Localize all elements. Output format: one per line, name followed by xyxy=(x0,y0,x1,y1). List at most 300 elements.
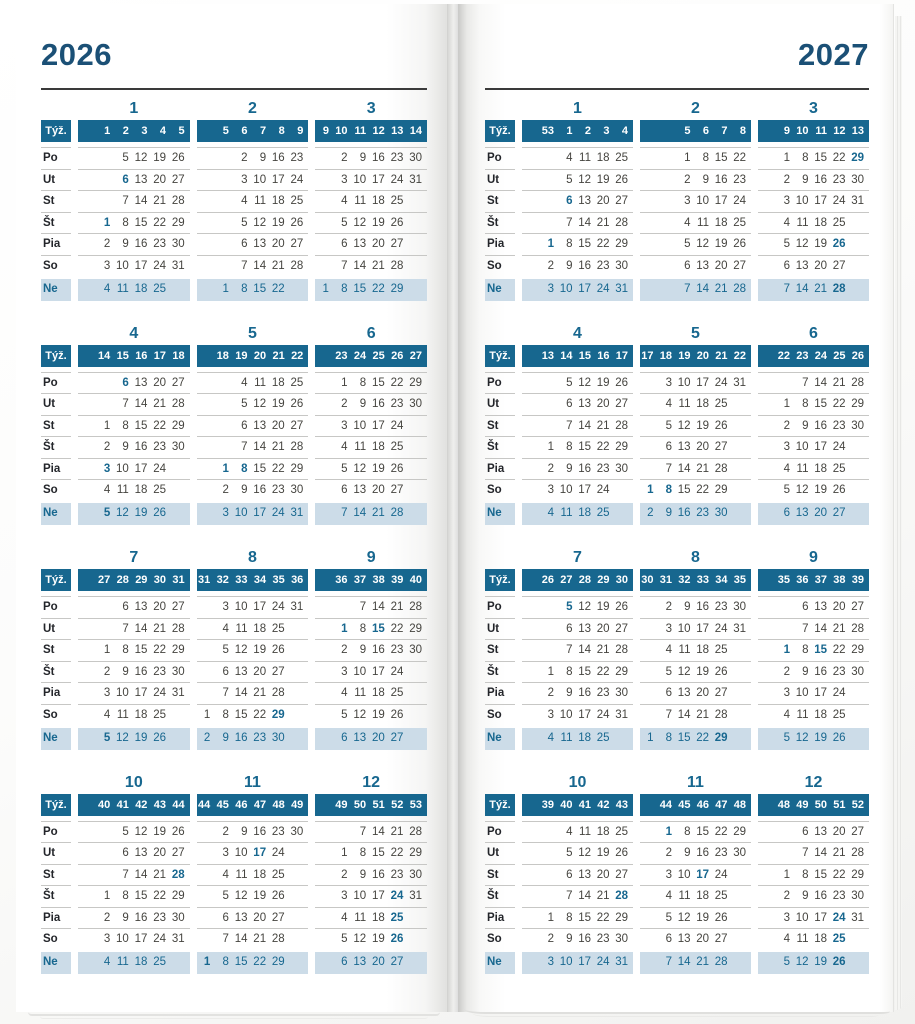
weekday-row xyxy=(197,596,309,618)
day-cell: 20 xyxy=(596,622,610,635)
day-cell: 13 xyxy=(234,665,248,678)
day-cell: 3 xyxy=(222,601,229,613)
day-cell xyxy=(733,503,752,525)
day-cell: 28 xyxy=(171,195,185,207)
week-number: 37 xyxy=(353,574,367,586)
day-cell: 21 xyxy=(596,890,610,902)
day-cell: 27 xyxy=(390,956,404,968)
weekday-row xyxy=(78,618,190,640)
day-cell: 19 xyxy=(696,911,709,924)
day-cell: 10 xyxy=(677,376,691,389)
day-cell xyxy=(315,843,334,864)
day-cell xyxy=(522,597,541,618)
week-number: 44 xyxy=(172,798,185,811)
day-cell: 29 xyxy=(733,825,746,838)
day-cell: 12 xyxy=(795,731,809,744)
day-cell: 7 xyxy=(341,507,348,519)
day-cell xyxy=(197,416,216,437)
weekday-row xyxy=(78,704,190,726)
weekday-row xyxy=(315,907,427,929)
day-cell: 20 xyxy=(153,847,167,859)
week-number: 11 xyxy=(354,125,367,137)
day-cell: 9 xyxy=(702,173,709,186)
weekday-row xyxy=(758,255,869,277)
holiday-day-cell: 1 xyxy=(665,825,672,838)
day-cell xyxy=(733,728,752,750)
holiday-day-cell: 5 xyxy=(103,507,111,519)
day-cell: 14 xyxy=(578,644,591,656)
day-cell: 13 xyxy=(578,398,591,410)
weekday-row xyxy=(197,704,309,726)
day-cell: 14 xyxy=(578,216,591,229)
day-cell: 28 xyxy=(271,687,285,699)
day-cell: 4 xyxy=(783,708,790,721)
day-cell: 13 xyxy=(814,825,827,838)
day-cell xyxy=(851,279,870,301)
day-cell: 30 xyxy=(171,441,185,453)
day-cell xyxy=(640,705,659,726)
day-cell: 22 xyxy=(696,731,709,744)
weekday-label-so: So xyxy=(485,479,515,501)
day-cell: 18 xyxy=(134,484,148,496)
day-cell xyxy=(315,886,334,907)
day-cell: 4 xyxy=(783,216,790,229)
day-cell xyxy=(777,619,796,640)
week-number: 30 xyxy=(641,574,654,586)
week-number: 27 xyxy=(409,349,422,362)
day-cell: 21 xyxy=(596,644,610,656)
weekday-row xyxy=(78,682,190,704)
week-column-label: Týž. xyxy=(41,345,71,367)
week-number: 33 xyxy=(235,574,248,586)
day-cell xyxy=(733,929,752,950)
day-cell: 21 xyxy=(832,622,846,635)
day-cell xyxy=(315,908,334,929)
weekday-row xyxy=(758,682,869,704)
day-cell: 26 xyxy=(733,238,746,250)
weekday-row xyxy=(640,821,751,843)
weekday-row xyxy=(640,928,751,950)
day-cell: 21 xyxy=(371,259,385,272)
day-cell: 16 xyxy=(134,238,148,250)
weekday-row xyxy=(758,907,869,929)
day-cell: 10 xyxy=(234,601,248,613)
week-number: 10 xyxy=(335,125,348,137)
day-cell: 28 xyxy=(851,622,864,635)
day-cell: 18 xyxy=(714,216,728,229)
day-cell: 7 xyxy=(783,282,790,295)
week-number: 25 xyxy=(833,349,846,362)
day-cell xyxy=(640,170,659,191)
day-cell xyxy=(408,480,427,501)
day-cell: 11 xyxy=(235,622,248,635)
day-cell: 8 xyxy=(802,398,809,410)
day-cell: 19 xyxy=(253,644,267,656)
day-cell xyxy=(758,459,777,480)
day-cell xyxy=(197,908,216,929)
day-cell: 13 xyxy=(677,687,691,699)
weekday-row xyxy=(758,479,869,501)
month-row xyxy=(485,774,869,975)
day-cell: 9 xyxy=(802,665,809,678)
weekday-label-column xyxy=(41,774,71,975)
week-number: 48 xyxy=(733,798,746,811)
day-cell xyxy=(315,416,334,437)
day-cell: 16 xyxy=(714,173,728,186)
day-cell xyxy=(408,191,427,212)
day-cell: 28 xyxy=(171,622,185,635)
day-cell xyxy=(408,416,427,437)
day-cell xyxy=(97,822,116,843)
day-cell xyxy=(408,459,427,480)
day-cell xyxy=(315,480,334,501)
week-number: 52 xyxy=(391,798,404,811)
day-cell: 25 xyxy=(832,216,846,229)
weekday-row xyxy=(197,479,309,501)
day-cell: 2 xyxy=(103,441,111,453)
day-cell xyxy=(78,256,97,277)
weekday-row xyxy=(197,372,309,394)
week-number xyxy=(758,120,777,142)
weekday-label-column xyxy=(41,549,71,750)
weekday-row xyxy=(758,190,869,212)
day-cell: 22 xyxy=(596,665,610,678)
day-cell xyxy=(758,683,777,704)
day-cell: 14 xyxy=(134,868,148,881)
month-2027-11 xyxy=(640,774,751,975)
day-cell: 22 xyxy=(596,911,610,924)
weekday-row xyxy=(315,821,427,843)
day-cell xyxy=(758,191,777,212)
day-cell: 10 xyxy=(795,687,809,699)
weekday-row xyxy=(197,393,309,415)
day-cell: 9 xyxy=(222,731,229,744)
day-cell xyxy=(215,148,234,169)
year-title-2026: 2026 xyxy=(41,37,112,72)
day-cell: 23 xyxy=(153,665,167,678)
week-number: 46 xyxy=(696,798,709,811)
day-cell xyxy=(408,279,427,301)
day-cell: 20 xyxy=(596,398,610,410)
week-column-label: Týž. xyxy=(485,794,515,816)
weekday-row xyxy=(78,458,190,480)
day-cell: 22 xyxy=(153,890,167,902)
day-cell: 19 xyxy=(153,152,167,164)
day-cell: 25 xyxy=(390,687,404,699)
weekday-row xyxy=(78,393,190,415)
day-cell: 10 xyxy=(795,911,809,924)
day-cell: 15 xyxy=(677,731,691,744)
month-2027-5 xyxy=(640,325,751,526)
day-cell: 4 xyxy=(103,282,111,295)
day-cell: 27 xyxy=(390,731,404,744)
day-cell xyxy=(334,822,353,843)
day-cell: 8 xyxy=(566,665,573,678)
day-cell: 19 xyxy=(271,216,285,229)
weekday-row xyxy=(758,928,869,950)
day-cell: 14 xyxy=(253,441,267,453)
day-cell xyxy=(197,929,216,950)
day-cell: 4 xyxy=(222,868,229,881)
weekday-label-st: St xyxy=(485,864,515,886)
day-cell: 28 xyxy=(290,441,304,453)
day-cell: 1 xyxy=(783,398,790,410)
day-cell: 18 xyxy=(814,708,827,721)
day-cell: 14 xyxy=(677,956,691,968)
holiday-day-cell: 5 xyxy=(566,601,573,613)
week-number-bar xyxy=(640,345,751,367)
day-cell: 13 xyxy=(253,238,267,250)
day-cell: 19 xyxy=(134,507,148,519)
week-number xyxy=(315,794,334,816)
day-cell xyxy=(290,640,309,661)
day-cell: 27 xyxy=(390,484,404,496)
week-number: 18 xyxy=(172,349,185,362)
day-cell: 10 xyxy=(253,173,267,186)
week-number: 18 xyxy=(216,349,229,362)
day-cell: 30 xyxy=(171,911,185,924)
day-cell: 31 xyxy=(851,911,864,924)
weekday-row xyxy=(640,479,751,501)
day-cell: 7 xyxy=(566,216,573,229)
weekday-row xyxy=(197,682,309,704)
day-cell: 12 xyxy=(134,152,148,164)
week-number xyxy=(78,120,97,142)
day-cell: 6 xyxy=(566,398,573,410)
day-cell: 29 xyxy=(171,890,185,902)
day-cell: 19 xyxy=(596,601,610,613)
day-cell xyxy=(851,256,870,277)
month-number: 11 xyxy=(687,773,704,791)
weekday-label-column xyxy=(485,549,515,750)
day-cell xyxy=(315,191,334,212)
week-number: 35 xyxy=(777,574,790,586)
day-cell xyxy=(733,886,752,907)
day-cell: 23 xyxy=(832,665,846,678)
weekday-row xyxy=(640,233,751,255)
day-cell: 3 xyxy=(783,687,790,699)
day-cell: 6 xyxy=(684,259,691,272)
day-cell: 21 xyxy=(696,708,709,721)
day-cell: 28 xyxy=(714,708,728,721)
day-cell: 17 xyxy=(714,195,728,207)
day-cell: 24 xyxy=(271,507,285,519)
day-cell xyxy=(408,929,427,950)
weekday-label-st: St xyxy=(41,639,71,661)
day-cell: 30 xyxy=(409,398,422,410)
weekday-row xyxy=(315,233,427,255)
day-cell: 9 xyxy=(684,601,691,613)
weekday-row xyxy=(758,233,869,255)
day-cell: 10 xyxy=(795,195,809,207)
day-cell: 20 xyxy=(832,825,846,838)
week-number: 38 xyxy=(372,574,385,586)
sunday-row xyxy=(640,728,751,750)
day-cell: 2 xyxy=(341,644,348,656)
day-cell: 26 xyxy=(615,601,628,613)
week-number: 49 xyxy=(796,798,809,811)
day-cell: 22 xyxy=(153,419,167,432)
day-cell: 15 xyxy=(371,847,385,859)
week-number: 39 xyxy=(541,798,554,811)
day-cell: 13 xyxy=(814,601,827,613)
day-cell: 3 xyxy=(783,911,790,924)
day-cell xyxy=(215,213,234,234)
week-number: 28 xyxy=(116,574,129,586)
week-number: 13 xyxy=(541,349,554,362)
week-number xyxy=(640,794,659,816)
weekday-row xyxy=(640,212,751,234)
day-cell: 3 xyxy=(547,282,554,295)
day-cell: 27 xyxy=(171,376,185,389)
day-cell xyxy=(197,886,216,907)
week-number: 34 xyxy=(253,574,267,586)
day-cell: 14 xyxy=(795,282,809,295)
weekday-label-so: So xyxy=(485,255,515,277)
week-number-bar xyxy=(758,569,869,591)
day-cell: 13 xyxy=(578,868,591,881)
day-cell: 24 xyxy=(714,622,728,635)
day-cell xyxy=(215,394,234,415)
day-cell: 19 xyxy=(596,376,610,389)
week-number xyxy=(758,794,777,816)
day-cell: 14 xyxy=(134,622,148,635)
weekday-row xyxy=(78,821,190,843)
weekday-row xyxy=(640,415,751,437)
day-cell: 5 xyxy=(665,419,672,432)
day-cell xyxy=(541,213,560,234)
day-cell: 18 xyxy=(134,956,148,968)
holiday-day-cell: 1 xyxy=(783,644,790,656)
day-cell xyxy=(315,683,334,704)
weekday-row xyxy=(78,190,190,212)
day-cell: 25 xyxy=(390,195,404,207)
day-cell: 30 xyxy=(733,847,746,859)
month-2026-2 xyxy=(197,100,309,301)
day-cell: 5 xyxy=(566,376,573,389)
page-edge-bottom-left-2 xyxy=(40,1016,428,1019)
day-cell: 15 xyxy=(371,376,385,389)
day-cell: 12 xyxy=(795,484,809,496)
day-cell xyxy=(522,929,541,950)
day-cell: 1 xyxy=(684,152,691,164)
day-cell: 4 xyxy=(222,622,229,635)
week-number-bar xyxy=(315,120,427,142)
day-cell: 9 xyxy=(359,152,367,164)
label-spacer xyxy=(41,325,71,345)
day-cell: 4 xyxy=(103,956,111,968)
day-cell xyxy=(78,148,97,169)
weekday-row xyxy=(522,661,633,683)
day-cell xyxy=(197,640,216,661)
day-cell: 23 xyxy=(696,507,709,519)
day-cell: 14 xyxy=(134,398,148,410)
weekday-label-št: Št xyxy=(41,661,71,683)
day-cell xyxy=(315,705,334,726)
day-cell: 11 xyxy=(796,216,809,229)
weekday-row xyxy=(640,190,751,212)
day-cell: 23 xyxy=(832,173,846,186)
week-number: 42 xyxy=(597,798,610,811)
day-cell xyxy=(851,929,870,950)
day-cell xyxy=(290,865,309,886)
day-cell: 20 xyxy=(153,601,167,613)
weekday-row xyxy=(758,212,869,234)
day-cell: 21 xyxy=(253,687,267,699)
weekday-row xyxy=(758,393,869,415)
day-cell: 4 xyxy=(566,825,573,838)
day-cell: 6 xyxy=(222,911,229,924)
day-cell: 1 xyxy=(203,708,211,721)
weekday-row xyxy=(315,842,427,864)
weekday-row xyxy=(78,255,190,277)
day-cell: 13 xyxy=(234,911,248,924)
day-cell: 25 xyxy=(832,708,846,721)
day-cell: 20 xyxy=(832,601,846,613)
day-cell: 6 xyxy=(122,601,129,613)
day-cell: 20 xyxy=(371,484,385,496)
day-cell: 24 xyxy=(390,173,404,186)
day-cell: 3 xyxy=(665,622,672,635)
weekday-row xyxy=(640,618,751,640)
day-cell: 17 xyxy=(134,462,148,475)
sunday-row xyxy=(522,279,633,301)
day-cell: 21 xyxy=(153,868,167,881)
day-cell: 20 xyxy=(696,933,709,945)
month-number: 1 xyxy=(573,100,582,117)
week-number: 7 xyxy=(721,125,728,137)
day-cell: 28 xyxy=(851,376,864,389)
day-cell: 3 xyxy=(222,847,229,859)
day-cell: 11 xyxy=(697,216,709,229)
page-2027 xyxy=(458,4,894,1012)
day-cell: 30 xyxy=(615,462,628,475)
weekday-row xyxy=(522,928,633,950)
day-cell xyxy=(541,640,560,661)
day-cell xyxy=(78,459,97,480)
day-cell xyxy=(97,597,116,618)
holiday-day-cell: 29 xyxy=(271,708,285,721)
day-cell: 25 xyxy=(271,622,285,635)
day-cell: 15 xyxy=(253,462,267,475)
day-cell: 7 xyxy=(122,868,129,881)
day-cell: 30 xyxy=(409,152,422,164)
month-2027-4 xyxy=(522,325,633,526)
weekday-label-po: Po xyxy=(41,147,71,169)
holiday-day-cell: 1 xyxy=(547,238,554,250)
week-number: 14 xyxy=(560,349,573,362)
day-cell: 17 xyxy=(371,419,385,432)
month-row xyxy=(485,549,869,750)
day-cell xyxy=(758,480,777,501)
day-cell: 9 xyxy=(122,238,129,250)
weekday-row xyxy=(640,885,751,907)
day-cell: 12 xyxy=(116,731,129,744)
day-cell xyxy=(733,683,752,704)
day-cell: 12 xyxy=(677,665,691,678)
day-cell: 13 xyxy=(353,238,367,250)
day-cell xyxy=(615,480,634,501)
day-cell: 12 xyxy=(353,933,367,945)
day-cell: 29 xyxy=(615,238,628,250)
day-cell xyxy=(522,234,541,255)
page-stack-right-edge xyxy=(895,16,902,1010)
day-cell xyxy=(408,908,427,929)
day-cell xyxy=(659,213,678,234)
day-cell: 12 xyxy=(253,216,267,229)
day-cell: 9 xyxy=(802,890,809,902)
day-cell xyxy=(171,480,190,501)
